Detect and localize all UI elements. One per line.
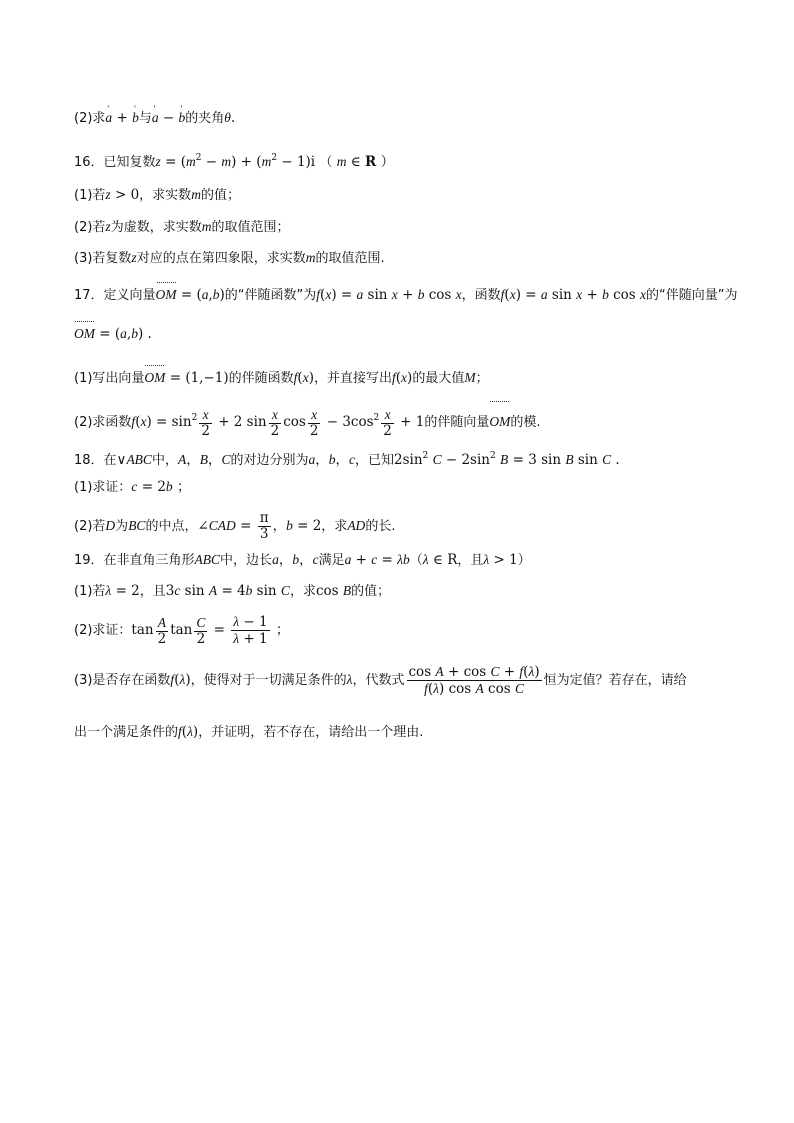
- text: （: [409, 553, 423, 568]
- text: (2)若: [74, 519, 106, 534]
- text: (1)若: [74, 188, 106, 203]
- text: 的长.: [365, 519, 396, 534]
- text: (2)求函数: [74, 415, 132, 430]
- text: ）: [517, 553, 531, 568]
- text: ，代数式: [352, 673, 405, 688]
- q17-part1: (1)写出向量OM = (1,−1)的伴随函数f(x)，并直接写出f(x)的最大值M；: [74, 370, 489, 386]
- text: (1)求证：: [74, 480, 132, 495]
- text: 与: [138, 111, 152, 126]
- q18-part1: (1)求证：c = 2b ；: [74, 479, 191, 495]
- q19-heading: 19．在非直角三角形ABC中，边长a，b，c满足a + c = λb（λ ∈ R，且λ > 1）: [74, 552, 531, 568]
- text: ，且: [457, 553, 484, 568]
- text: 的取值范围；: [211, 220, 290, 235]
- text: 恒为定值？若存在，请给: [543, 673, 687, 688]
- text: 的对边分别为: [230, 453, 309, 468]
- text: ，已知: [354, 453, 394, 468]
- text: 的取值范围.: [315, 251, 385, 266]
- text: ，并证明，若不存在，请给出一个理由.: [198, 725, 424, 740]
- q18-heading: 18．在∨ABC中，A，B，C的对边分别为a，b，c，已知$2\sin^2$ $C - 2\sin^2$ B = 3 sin B sin C .: [74, 451, 620, 468]
- text: 的伴随函数: [228, 371, 294, 386]
- text: 出一个满足条件的: [74, 725, 179, 740]
- text: 18．在: [74, 453, 117, 468]
- text: ，求实数: [139, 188, 192, 203]
- q16-part2: (2)若z为虚数，求实数m的取值范围；: [74, 219, 290, 235]
- text: ；: [475, 371, 489, 386]
- text: 19．在非直角三角形: [74, 553, 195, 568]
- q19-part3-cont: 出一个满足条件的f(λ)，并证明，若不存在，请给出一个理由.: [74, 724, 424, 740]
- text: 中，: [151, 453, 178, 468]
- text: 17．定义向量: [74, 288, 156, 303]
- text: 16．已知复数: [74, 155, 156, 170]
- text: (3)若复数: [74, 251, 132, 266]
- q16-part3: (3)若复数z对应的点在第四象限，求实数m的取值范围.: [74, 250, 385, 266]
- text: .: [230, 110, 236, 126]
- text: 的模.: [510, 415, 541, 430]
- q19-part2: (2)求证：tan $\frac{A}{2}$ tan $\frac{C}{2}$ = $\frac{\lambda - 1}{\lambda + 1}$ ；: [74, 614, 290, 647]
- text: ，函数: [461, 288, 501, 303]
- text: 为虚数，求实数: [110, 220, 202, 235]
- text: ，求: [321, 519, 348, 534]
- text: 的伴随向量: [424, 415, 490, 430]
- text: 满足: [318, 553, 345, 568]
- text: 对应的点在第四象限，求实数: [136, 251, 306, 266]
- text: 的值；: [200, 188, 240, 203]
- q15-part2: (2)求' a + ' b与' a − ' b的夹角θ.: [74, 108, 235, 129]
- text: 的值；: [351, 584, 391, 599]
- text: 中，边长: [220, 553, 273, 568]
- text: (2)求证：: [74, 623, 132, 638]
- q17-part2: (2)求函数$f(x) = \sin^2$ $\frac{x}{2}$ + 2 sin $\frac{x}{2}$ cos $\frac{x}{2}$ − $3\cos^2$ $\frac{x}{2}$ + 1的伴随向量OM的模.: [74, 400, 541, 441]
- text: 的中点，: [145, 519, 198, 534]
- text: ，且: [139, 584, 166, 599]
- text: (1)写出向量: [74, 371, 145, 386]
- text: ，并直接写出: [313, 371, 392, 386]
- q18-part2: (2)若D为BC的中点，∠CAD = $\frac{\pi}{3}$ ，b = 2，求AD的长.: [74, 510, 396, 542]
- text: 的夹角: [185, 111, 225, 126]
- text: 的最大值: [412, 371, 465, 386]
- text: ，求: [289, 584, 316, 599]
- text: ，使得对于一切满足条件的: [190, 673, 347, 688]
- q16-heading: 16．已知复数$z = (m^2 - m) + (m^2 - 1)i$ （ m ∈ R ）: [74, 153, 395, 170]
- text: (2)求: [74, 111, 106, 126]
- q17-heading-cont: OM = (a,b) .: [74, 326, 152, 342]
- text: （: [319, 155, 333, 170]
- q19-part1: (1)若λ = 2，且3c sin A = 4b sin C，求cos B的值；: [74, 583, 391, 599]
- text: (2)若: [74, 220, 106, 235]
- text: 为: [115, 519, 129, 534]
- q19-part3: (3)是否存在函数f(λ)，使得对于一切满足条件的λ，代数式 $\frac{\text{cos A + cos C + f(λ)}}{\text{f(λ) cos A cos C}}$ 恒为定值？若存在，请给: [74, 664, 687, 697]
- text: 的“伴随向量”为: [646, 288, 738, 303]
- q16-part1: (1)若z > 0，求实数m的值；: [74, 187, 240, 203]
- text: (1)若: [74, 584, 106, 599]
- q17-heading: 17．定义向量OM = (a,b)的“伴随函数”为f(x) = a sin x + b cos x，函数f(x) = a sin x + b cos x的“伴随向量”为: [74, 287, 738, 303]
- text: 的“伴随函数”为: [224, 288, 317, 303]
- text: (3)是否存在函数: [74, 673, 171, 688]
